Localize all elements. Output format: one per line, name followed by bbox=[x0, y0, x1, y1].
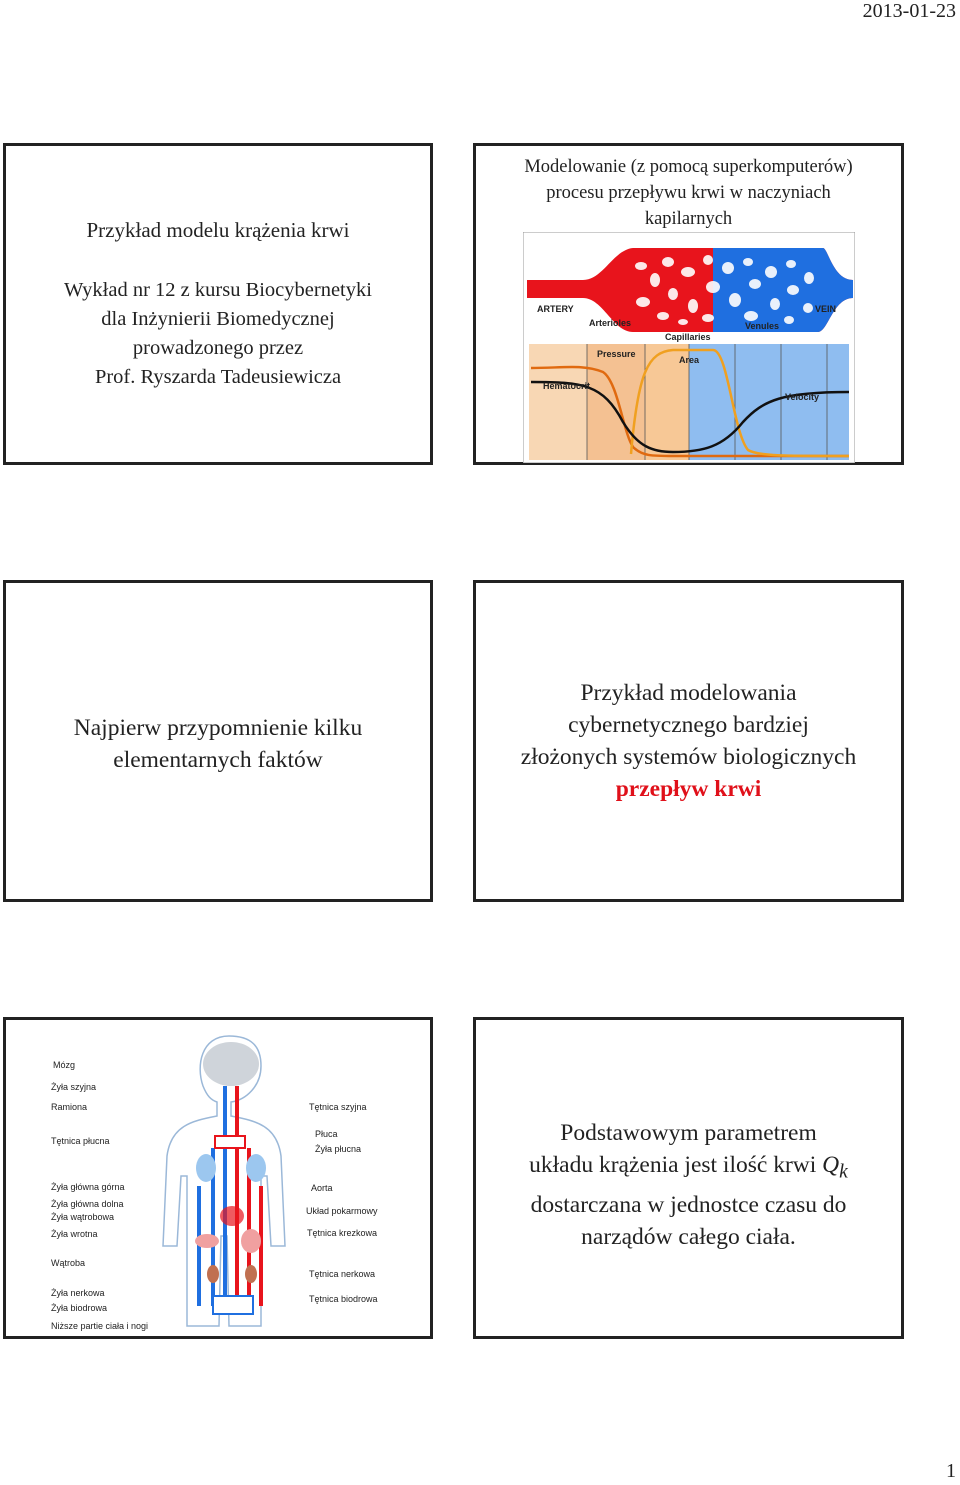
slide-4-line: Przykład modelowania bbox=[580, 680, 797, 706]
circulatory-system-diagram bbox=[51, 1026, 391, 1336]
label-mozg: Mózg bbox=[53, 1060, 76, 1070]
label-hematocrit: Hematocrit bbox=[543, 381, 591, 391]
label-zyla-plucna: Żyła płucna bbox=[315, 1144, 362, 1154]
label-arterioles: Arterioles bbox=[589, 318, 632, 328]
label-tetnica-nerkowa: Tętnica nerkowa bbox=[309, 1269, 376, 1279]
slide-2-title-line: Modelowanie (z pomocą superkomputerów) bbox=[524, 157, 853, 177]
label-tetnica-szyjna: Tętnica szyjna bbox=[309, 1102, 367, 1112]
label-tetnica-biodrowa: Tętnica biodrowa bbox=[309, 1294, 378, 1304]
slide-6-line: narządów całego ciała. bbox=[581, 1223, 796, 1250]
slide-1-body bbox=[6, 276, 430, 392]
label-artery: ARTERY bbox=[537, 304, 574, 314]
slide-3-body bbox=[6, 712, 430, 776]
page-number: 1 bbox=[946, 1460, 956, 1482]
label-pressure: Pressure bbox=[597, 349, 636, 359]
slide-3-line: Najpierw przypomnienie kilku bbox=[73, 715, 363, 741]
slide-4-line: cybernetycznego bardziej bbox=[568, 712, 809, 738]
slide-2 bbox=[473, 143, 904, 465]
label-tetnica-plucna: Tętnica płucna bbox=[51, 1136, 110, 1146]
slide-6-line: Podstawowym parametrem bbox=[560, 1120, 817, 1146]
label-capillaries: Capillaries bbox=[665, 332, 711, 342]
slide-4 bbox=[473, 580, 904, 902]
label-zyla-glowna-dolna: Żyła główna dolna bbox=[51, 1199, 124, 1209]
label-zyla-watrobowa: Żyła wątrobowa bbox=[51, 1212, 115, 1222]
slide-6-q-symbol: Q bbox=[822, 1152, 840, 1178]
slide-6-body bbox=[476, 1117, 901, 1253]
slide-6-line2-text: układu krążenia jest ilość krwi bbox=[529, 1152, 823, 1178]
slide-6 bbox=[473, 1017, 904, 1339]
label-watroba: Wątroba bbox=[51, 1258, 86, 1268]
slide-3-line: elementarnych faktów bbox=[113, 747, 323, 773]
label-zyla-nerkowa: Żyła nerkowa bbox=[51, 1288, 105, 1298]
slide-2-title-line: procesu przepływu krwi w naczyniach bbox=[546, 183, 831, 203]
slide-1-line: dla Inżynierii Biomedycznej bbox=[101, 308, 335, 330]
label-zyla-szyjna: Żyła szyjna bbox=[51, 1082, 97, 1092]
slide-4-body bbox=[476, 677, 901, 805]
label-area: Area bbox=[679, 355, 700, 365]
label-ramiona: Ramiona bbox=[51, 1102, 88, 1112]
slide-2-title-line: kapilarnych bbox=[644, 209, 733, 229]
label-vein: VEIN bbox=[815, 304, 837, 314]
capillary-flow-figure bbox=[523, 232, 855, 463]
slide-2-title bbox=[476, 154, 901, 232]
label-tetnica-krezkowa: Tętnica krezkowa bbox=[307, 1228, 378, 1238]
slide-6-line: dostarczana w jednostce czasu do bbox=[530, 1191, 847, 1218]
label-pluca: Płuca bbox=[315, 1129, 338, 1139]
slide-3 bbox=[3, 580, 433, 902]
slide-1-line: Prof. Ryszarda Tadeusiewicza bbox=[94, 366, 342, 388]
slide-4-highlight: przepływ krwi bbox=[615, 776, 762, 802]
label-uklad-pokarmowy: Układ pokarmowy bbox=[306, 1206, 378, 1216]
slide-6-line bbox=[476, 1149, 901, 1189]
slide-1 bbox=[3, 143, 433, 465]
label-venules: Venules bbox=[745, 321, 780, 331]
slide-5 bbox=[3, 1017, 433, 1339]
label-nizsze-partie: Niższe partie ciała i nogi bbox=[51, 1321, 149, 1331]
slide-1-line: Wykład nr 12 z kursu Biocybernetyki bbox=[64, 279, 372, 301]
header-date: 2013-01-23 bbox=[862, 0, 956, 22]
label-zyla-glowna-gorna: Żyła główna górna bbox=[51, 1182, 125, 1192]
label-aorta: Aorta bbox=[311, 1183, 333, 1193]
label-zyla-biodrowa: Żyła biodrowa bbox=[51, 1303, 108, 1313]
slide-4-line: złożonych systemów biologicznych bbox=[520, 744, 857, 770]
slide-1-line: prowadzonego przez bbox=[132, 337, 304, 359]
label-velocity: Velocity bbox=[785, 392, 820, 402]
slide-6-k-subscript: k bbox=[839, 1161, 848, 1183]
label-zyla-wrotna: Żyła wrotna bbox=[51, 1229, 98, 1239]
slide-1-title: Przykład modelu krążenia krwi bbox=[86, 218, 350, 242]
